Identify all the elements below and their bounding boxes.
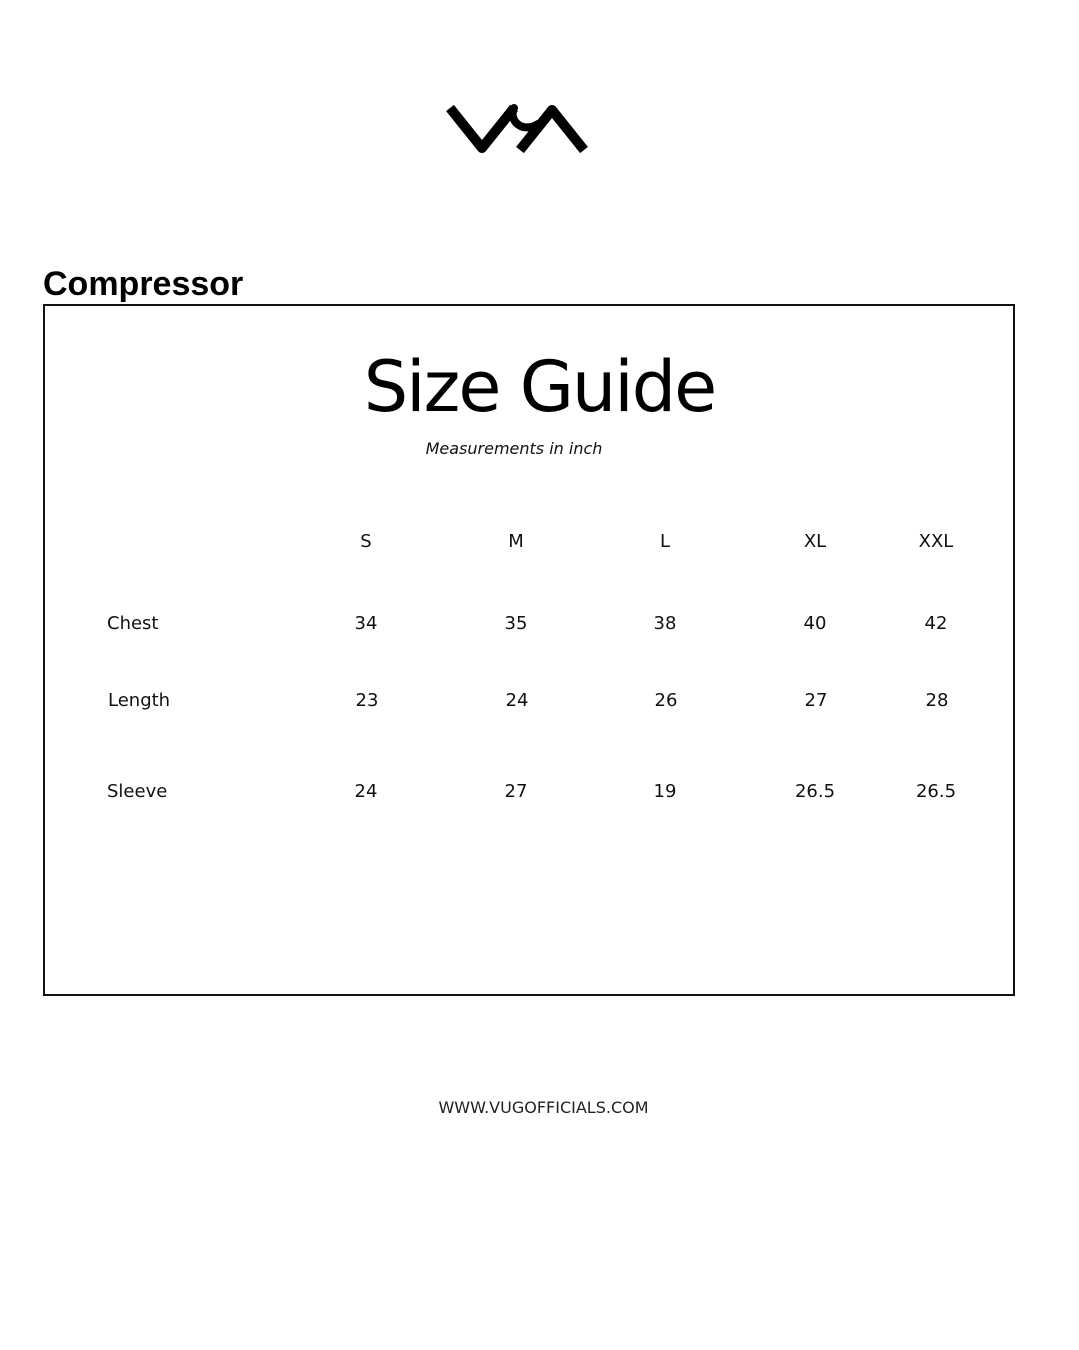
size-header-l: L (659, 531, 671, 552)
length-s-value: 23 (355, 690, 379, 711)
product-title: Compressor (43, 265, 244, 303)
sleeve-s-value: 24 (354, 781, 378, 802)
sleeve-m-value: 27 (504, 781, 528, 802)
sleeve-l-value: 19 (653, 781, 677, 802)
row-label-sleeve: Sleeve (107, 781, 168, 802)
chest-s-value: 34 (354, 613, 378, 634)
size-header-m: M (508, 531, 524, 552)
chest-xxl-value: 42 (924, 613, 948, 634)
chest-xl-value: 40 (803, 613, 827, 634)
size-header-s: S (360, 531, 372, 552)
row-label-chest: Chest (107, 613, 159, 634)
size-header-xl: XL (803, 531, 827, 552)
chest-m-value: 35 (504, 613, 528, 634)
vca-logo-icon (446, 100, 588, 158)
length-xl-value: 27 (804, 690, 828, 711)
length-xxl-value: 28 (925, 690, 949, 711)
sleeve-xxl-value: 26.5 (915, 781, 957, 802)
length-l-value: 26 (654, 690, 678, 711)
size-guide-title: Size Guide (363, 346, 716, 428)
sleeve-xl-value: 26.5 (794, 781, 836, 802)
row-label-length: Length (108, 690, 171, 711)
length-m-value: 24 (505, 690, 529, 711)
size-header-xxl: XXL (918, 531, 954, 552)
website-link[interactable]: WWW.VUGOFFICIALS.COM (438, 1098, 649, 1117)
measurement-unit-note: Measurements in inch (425, 439, 603, 458)
chest-l-value: 38 (653, 613, 677, 634)
